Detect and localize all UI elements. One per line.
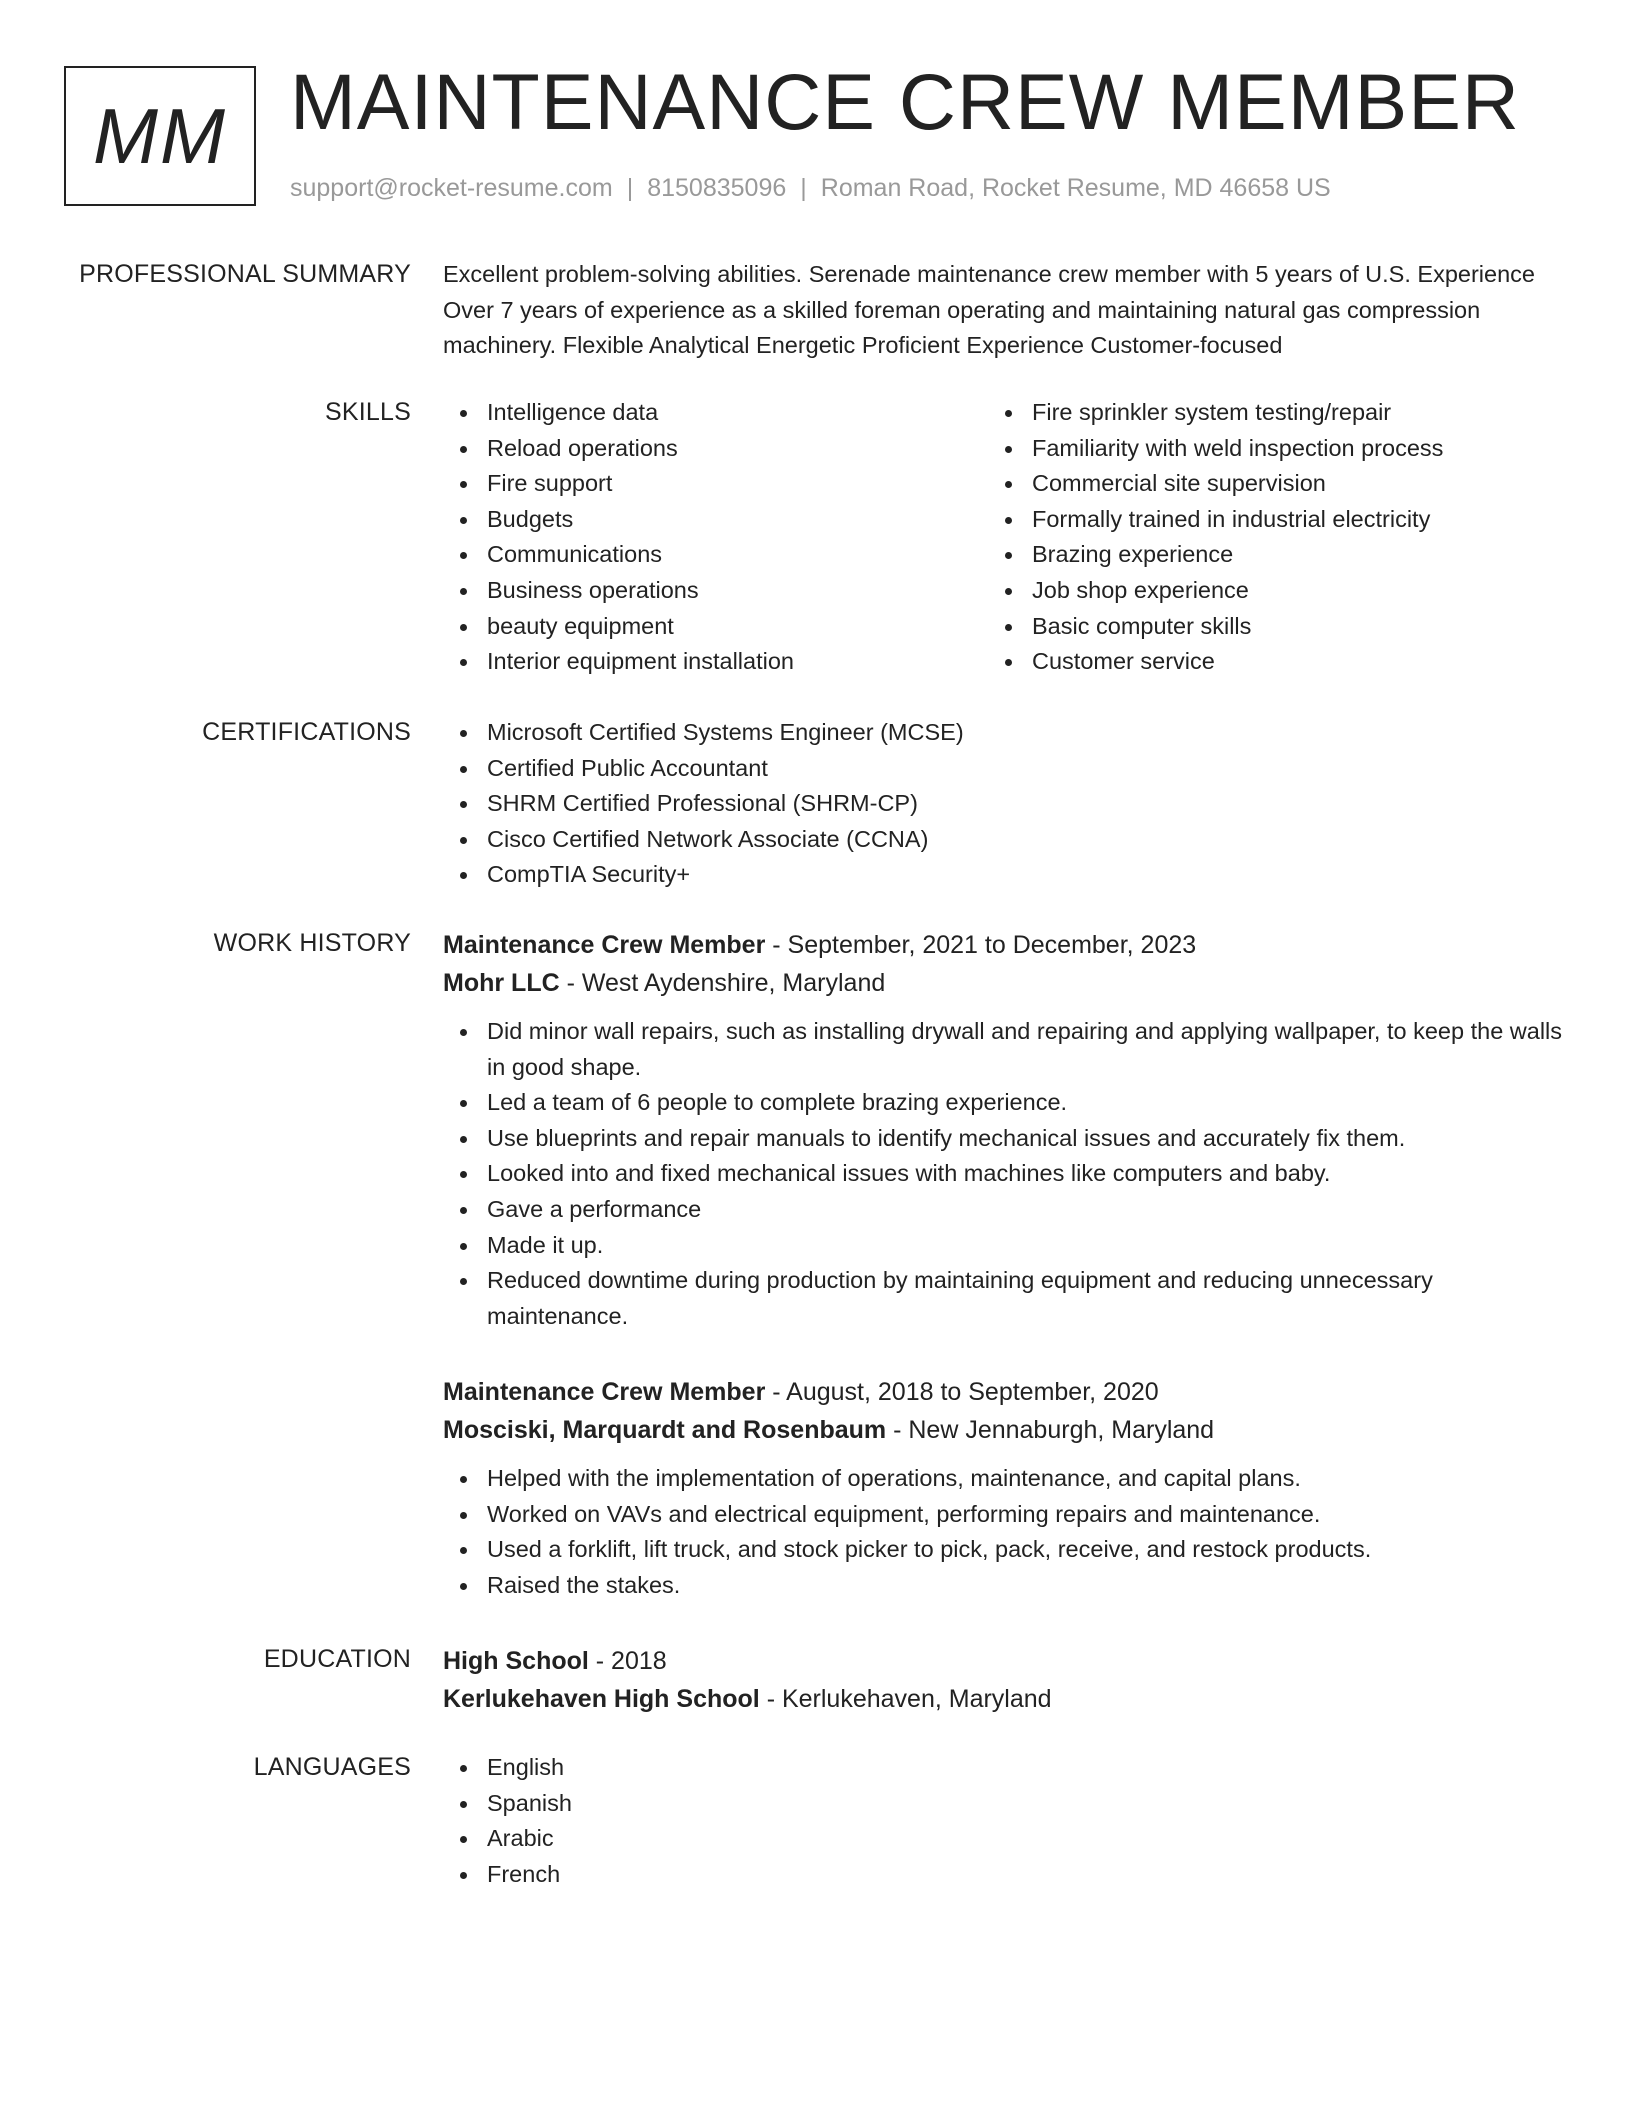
list-item: Microsoft Certified Systems Engineer (MCSE) <box>443 715 1573 751</box>
list-item: Job shop experience <box>988 573 1533 609</box>
list-item: Reduced downtime during production by maintaining equipment and reducing unnecessary maintenance. <box>443 1263 1573 1334</box>
section-label: PROFESSIONAL SUMMARY <box>79 260 411 288</box>
certifications-content <box>443 715 1573 893</box>
job-company-line <box>443 964 1573 1002</box>
monogram-initials: MM <box>93 91 227 180</box>
education-location: - Kerlukehaven, Maryland <box>759 1685 1052 1713</box>
work-content <box>443 1373 1573 1603</box>
contact-email[interactable]: support@rocket-resume.com <box>290 174 613 202</box>
section-label: WORK HISTORY <box>213 929 411 957</box>
candidate-name: MAINTENANCE CREW MEMBER <box>290 57 1520 146</box>
list-item: Use blueprints and repair manuals to identify mechanical issues and accurately fix them. <box>443 1121 1573 1157</box>
education-degree-line <box>443 1642 1573 1680</box>
job-dates: - September, 2021 to December, 2023 <box>765 931 1197 959</box>
job-bullets <box>443 1461 1573 1603</box>
job-entry <box>443 926 1573 1334</box>
contact-phone[interactable]: 8150835096 <box>647 174 787 202</box>
skills-list-left <box>443 395 988 680</box>
list-item: Reload operations <box>443 431 988 467</box>
education-year: - 2018 <box>588 1647 667 1675</box>
list-item: Did minor wall repairs, such as installing drywall and repairing and applying wallpaper, to keep the walls in good shape. <box>443 1014 1573 1085</box>
list-item: Customer service <box>988 644 1533 680</box>
list-item: Spanish <box>443 1786 1573 1822</box>
contact-separator: | <box>800 174 807 202</box>
list-item: Commercial site supervision <box>988 466 1533 502</box>
list-item: Communications <box>443 537 988 573</box>
contact-line <box>290 174 1331 203</box>
list-item: Certified Public Accountant <box>443 751 1573 787</box>
list-item: Arabic <box>443 1821 1573 1857</box>
job-title: Maintenance Crew Member <box>443 1378 766 1406</box>
languages-list <box>443 1750 1573 1892</box>
list-item: Basic computer skills <box>988 609 1533 645</box>
list-item: Led a team of 6 people to complete brazing experience. <box>443 1085 1573 1121</box>
job-location: - New Jennaburgh, Maryland <box>886 1416 1215 1444</box>
list-item: Fire support <box>443 466 988 502</box>
job-title: Maintenance Crew Member <box>443 931 766 959</box>
list-item: Used a forklift, lift truck, and stock picker to pick, pack, receive, and restock products. <box>443 1532 1573 1568</box>
section-label: EDUCATION <box>263 1645 411 1673</box>
work-content <box>443 926 1573 1334</box>
skills-columns <box>443 395 1573 680</box>
list-item: French <box>443 1857 1573 1893</box>
languages-content <box>443 1750 1573 1892</box>
job-company-line <box>443 1411 1573 1449</box>
list-item: Worked on VAVs and electrical equipment, performing repairs and maintenance. <box>443 1497 1573 1533</box>
job-company: Mohr LLC <box>443 969 560 997</box>
list-item: Fire sprinkler system testing/repair <box>988 395 1533 431</box>
list-item: SHRM Certified Professional (SHRM-CP) <box>443 786 1573 822</box>
list-item: beauty equipment <box>443 609 988 645</box>
list-item: Business operations <box>443 573 988 609</box>
section-label: SKILLS <box>325 398 411 426</box>
list-item: Raised the stakes. <box>443 1568 1573 1604</box>
job-company: Mosciski, Marquardt and Rosenbaum <box>443 1416 887 1444</box>
list-item: Interior equipment installation <box>443 644 988 680</box>
contact-separator: | <box>626 174 634 202</box>
education-school: Kerlukehaven High School <box>443 1685 760 1713</box>
job-title-line <box>443 926 1573 964</box>
list-item: Looked into and fixed mechanical issues with machines like computers and baby. <box>443 1156 1573 1192</box>
education-content <box>443 1642 1573 1718</box>
certifications-list <box>443 715 1573 893</box>
skills-list-right <box>988 395 1533 680</box>
list-item: English <box>443 1750 1573 1786</box>
section-label: CERTIFICATIONS <box>202 718 411 746</box>
monogram-box <box>64 66 256 206</box>
list-item: Familiarity with weld inspection process <box>988 431 1533 467</box>
job-dates: - August, 2018 to September, 2020 <box>765 1378 1159 1406</box>
education-school-line <box>443 1680 1573 1718</box>
list-item: Formally trained in industrial electricity <box>988 502 1533 538</box>
list-item: Helped with the implementation of operations, maintenance, and capital plans. <box>443 1461 1573 1497</box>
education-degree: High School <box>443 1647 589 1675</box>
job-location: - West Aydenshire, Maryland <box>559 969 886 997</box>
summary-content <box>443 257 1573 364</box>
list-item: Made it up. <box>443 1228 1573 1264</box>
list-item: CompTIA Security+ <box>443 857 1573 893</box>
contact-address: Roman Road, Rocket Resume, MD 46658 US <box>820 174 1331 202</box>
section-label: LANGUAGES <box>253 1753 411 1781</box>
list-item: Brazing experience <box>988 537 1533 573</box>
job-title-line <box>443 1373 1573 1411</box>
list-item: Gave a performance <box>443 1192 1573 1228</box>
list-item: Budgets <box>443 502 988 538</box>
summary-text: Excellent problem-solving abilities. Serenade maintenance crew member with 5 years of U.S. Experience Over 7 years of experience as a skilled foreman operating and maintaining natural gas compression machinery. Flexible Analytical Energetic Proficient Experience Customer-focused <box>443 261 1535 359</box>
job-bullets <box>443 1014 1573 1334</box>
list-item: Intelligence data <box>443 395 988 431</box>
job-entry <box>443 1373 1573 1603</box>
list-item: Cisco Certified Network Associate (CCNA) <box>443 822 1573 858</box>
